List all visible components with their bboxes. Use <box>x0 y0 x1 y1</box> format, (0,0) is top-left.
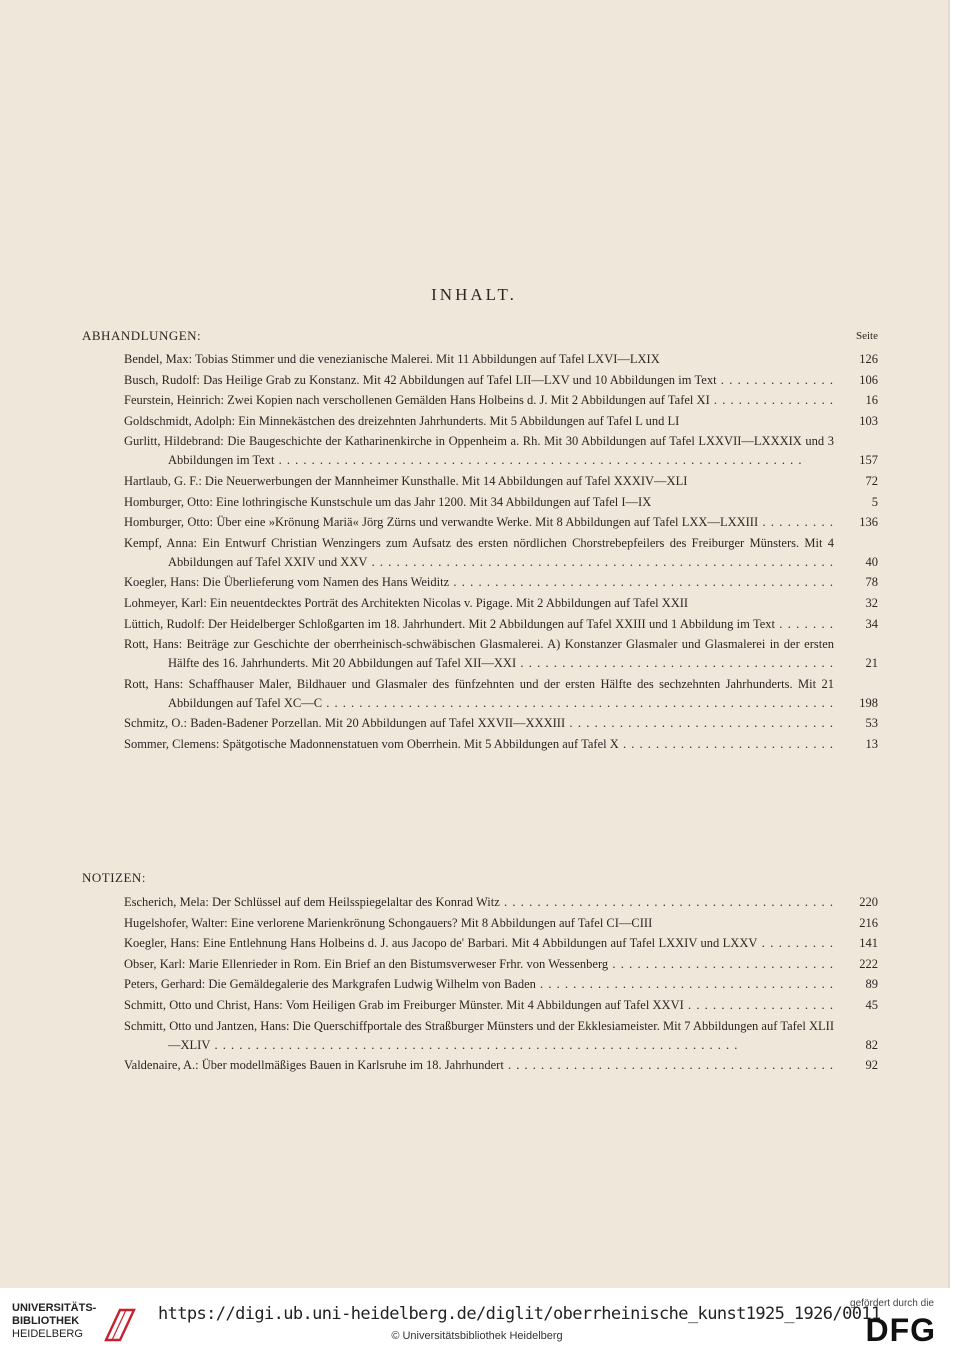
toc-entry-text: Sommer, Clemens: Spätgotische Madonnenstatuen vom Oberrhein. Mit 5 Abbildungen auf Tafel X . . . <box>124 735 834 754</box>
toc-entry-text: Rott, Hans: Schaffhauser Maler, Bildhauer und Glasmaler des fünfzehnten und der ersten Hälfte des sechzehnten Jahrhunderts. Mit 21 Abbildungen auf Tafel XC—C . . . <box>124 675 834 713</box>
toc-entry <box>124 675 878 713</box>
toc-entry-page: 222 <box>859 956 878 971</box>
toc-entry-text: Koegler, Hans: Eine Entlehnung Hans Holbeins d. J. aus Jacopo de' Barbari. Mit 4 Abbildungen auf Tafel LXXIV und LXXV . . . <box>124 934 834 953</box>
toc-entry <box>124 996 878 1015</box>
footer-bar <box>0 1288 954 1356</box>
toc-entry <box>124 412 878 431</box>
toc-entry <box>124 371 878 390</box>
toc-entry-page: 16 <box>865 393 878 408</box>
toc-entry <box>124 1017 878 1055</box>
toc-entry-page: 103 <box>859 413 878 428</box>
toc-entry <box>124 513 878 532</box>
toc-entry-text: Peters, Gerhard: Die Gemäldegalerie des Markgrafen Ludwig Wilhelm von Baden . . . <box>124 975 834 994</box>
library-name-line2: BIBLIOTHEK <box>12 1315 80 1327</box>
toc-entry-text: Schmitt, Otto und Jantzen, Hans: Die Querschiffportale des Straßburger Münsters und der Ekklesiameister. Mit 7 Abbildungen auf Tafel XLII—XLIV . . . <box>124 1017 834 1055</box>
toc-entry-page: 5 <box>871 494 878 509</box>
toc-entry-text: Homburger, Otto: Über eine »Krönung Mariä« Jörg Zürns und verwandte Werke. Mit 8 Abbildungen auf Tafel LXX—LXXIII . . . <box>124 513 834 532</box>
funded-by-label: gefördert durch die <box>850 1298 934 1309</box>
toc-entry-page: 32 <box>865 595 878 610</box>
abhandlungen-heading: ABHANDLUNGEN: <box>82 328 202 343</box>
toc-entry-page: 78 <box>865 575 878 590</box>
toc-entry-page: 106 <box>859 372 878 387</box>
toc-entry-page: 126 <box>859 352 878 366</box>
toc-entry-text: Lohmeyer, Karl: Ein neuentdecktes Porträt des Architekten Nicolas v. Pigage. Mit 2 Abbildungen auf Tafel XXII <box>124 595 689 610</box>
toc-entry-page: 141 <box>859 936 878 951</box>
toc-entry <box>124 735 878 754</box>
toc-entry <box>124 1056 878 1075</box>
toc-entry-text: Feurstein, Heinrich: Zwei Kopien nach verschollenen Gemälden Hans Holbeins d. J. Mit 2 Abbildungen auf Tafel XI . . . <box>124 391 834 410</box>
toc-entry-page: 82 <box>865 1037 878 1052</box>
toc-entry <box>124 391 878 410</box>
toc-entry <box>124 893 878 912</box>
toc-entry <box>124 594 878 613</box>
toc-entry-text: Escherich, Mela: Der Schlüssel auf dem Heilsspiegelaltar des Konrad Witz . . . <box>124 893 834 912</box>
library-name-line1: UNIVERSITÄTS- <box>12 1302 97 1314</box>
toc-entry-text: Obser, Karl: Marie Ellenrieder in Rom. Ein Brief an den Bistumsverweser Frhr. von Wessenberg . . . <box>124 955 834 974</box>
toc-entry-text: Lüttich, Rudolf: Der Heidelberger Schloßgarten im 18. Jahrhundert. Mit 2 Abbildungen auf Tafel XXIII und 1 Abbildung im Text . . . <box>124 615 834 634</box>
toc-entry-page: 89 <box>865 977 878 992</box>
toc-entry-text: Hartlaub, G. F.: Die Neuerwerbungen der Mannheimer Kunsthalle. Mit 14 Abbildungen auf Tafel XXXIV—XLI <box>124 473 688 488</box>
toc-entry-text: Gurlitt, Hildebrand: Die Baugeschichte der Katharinenkirche in Oppenheim a. Rh. Mit 30 Abbildungen auf Tafel LXXVII—LXXXIX und 3 Abbildungen im Text . . . <box>124 432 834 470</box>
toc-entry-page: 34 <box>865 616 878 631</box>
toc-entry-text: Busch, Rudolf: Das Heilige Grab zu Konstanz. Mit 42 Abbildungen auf Tafel LII—LXV und 10 Abbildungen im Text . . . <box>124 371 834 390</box>
toc-entry-page: 216 <box>859 915 878 930</box>
toc-entry <box>124 975 878 994</box>
library-name-line3: HEIDELBERG <box>12 1328 83 1340</box>
toc-entry-text: Kempf, Anna: Ein Entwurf Christian Wenzingers zum Aufsatz des ersten nördlichen Chorstrebepfeilers des Freiburger Münsters. Mit 4 Abbildungen auf Tafel XXIV und XXV . . . <box>124 534 834 572</box>
toc-entry-page: 53 <box>865 716 878 731</box>
seite-label: Seite <box>856 330 878 342</box>
toc-entry <box>124 934 878 953</box>
dfg-logo: DFG <box>865 1312 936 1348</box>
toc-entry-page: 40 <box>865 554 878 569</box>
toc-entry-page: 13 <box>865 736 878 751</box>
toc-entry-text: Schmitz, O.: Baden-Badener Porzellan. Mit 20 Abbildungen auf Tafel XXVII—XXXIII . . . <box>124 714 834 733</box>
toc-entry-text: Bendel, Max: Tobias Stimmer und die venezianische Malerei. Mit 11 Abbildungen auf Tafel LXVI—LXIX <box>124 352 660 366</box>
toc-entry-text: Koegler, Hans: Die Überlieferung vom Namen des Hans Weiditz . . . <box>124 573 834 592</box>
page-title: INHALT. <box>431 285 517 304</box>
toc-entry <box>124 955 878 974</box>
notizen-list <box>124 893 878 1077</box>
toc-entry-text: Schmitt, Otto und Christ, Hans: Vom Heiligen Grab im Freiburger Münster. Mit 4 Abbildungen auf Tafel XXVI . . . <box>124 996 834 1015</box>
toc-entry-page: 72 <box>865 473 878 488</box>
toc-entry-page: 45 <box>865 997 878 1012</box>
toc-entry-text: Goldschmidt, Adolph: Ein Minnekästchen des dreizehnten Jahrhunderts. Mit 5 Abbildungen auf Tafel L und LI <box>124 413 680 428</box>
toc-entry-text: Rott, Hans: Beiträge zur Geschichte der oberrheinisch-schwäbischen Glasmalerei. A) Konstanzer Glasmaler und Glasmalerei in der ersten Hälfte des 16. Jahrhunderts. Mit 20 Abbildungen auf Tafel XII—XXI . . . <box>124 635 834 673</box>
toc-entry-text: Hugelshofer, Walter: Eine verlorene Marienkrönung Schongauers? Mit 8 Abbildungen auf Tafel CI—CIII <box>124 915 653 930</box>
toc-entry-page: 21 <box>865 656 878 671</box>
abhandlungen-list <box>124 350 878 756</box>
notizen-heading: NOTIZEN: <box>82 870 146 885</box>
toc-entry-page: 198 <box>859 695 878 710</box>
toc-entry <box>124 350 878 369</box>
toc-entry-page: 220 <box>859 895 878 909</box>
toc-entry <box>124 472 878 491</box>
toc-entry <box>124 714 878 733</box>
toc-entry <box>124 635 878 673</box>
toc-entry-text: Homburger, Otto: Eine lothringische Kunstschule um das Jahr 1200. Mit 34 Abbildungen auf Tafel I—IX <box>124 494 652 509</box>
toc-entry-page: 136 <box>859 515 878 530</box>
toc-entry-page: 92 <box>865 1058 878 1073</box>
toc-entry <box>124 573 878 592</box>
copyright-notice: © Universitätsbibliothek Heidelberg <box>391 1330 563 1342</box>
toc-entry-text: Valdenaire, A.: Über modellmäßiges Bauen in Karlsruhe im 18. Jahrhundert . . . <box>124 1056 834 1075</box>
toc-entry <box>124 493 878 512</box>
toc-entry-page: 157 <box>859 453 878 468</box>
toc-entry <box>124 432 878 470</box>
toc-entry <box>124 914 878 933</box>
toc-entry <box>124 534 878 572</box>
toc-entry <box>124 615 878 634</box>
permalink-url[interactable]: https://digi.ub.uni-heidelberg.de/diglit/oberrheinische_kunst1925_1926/0011 <box>158 1304 881 1324</box>
